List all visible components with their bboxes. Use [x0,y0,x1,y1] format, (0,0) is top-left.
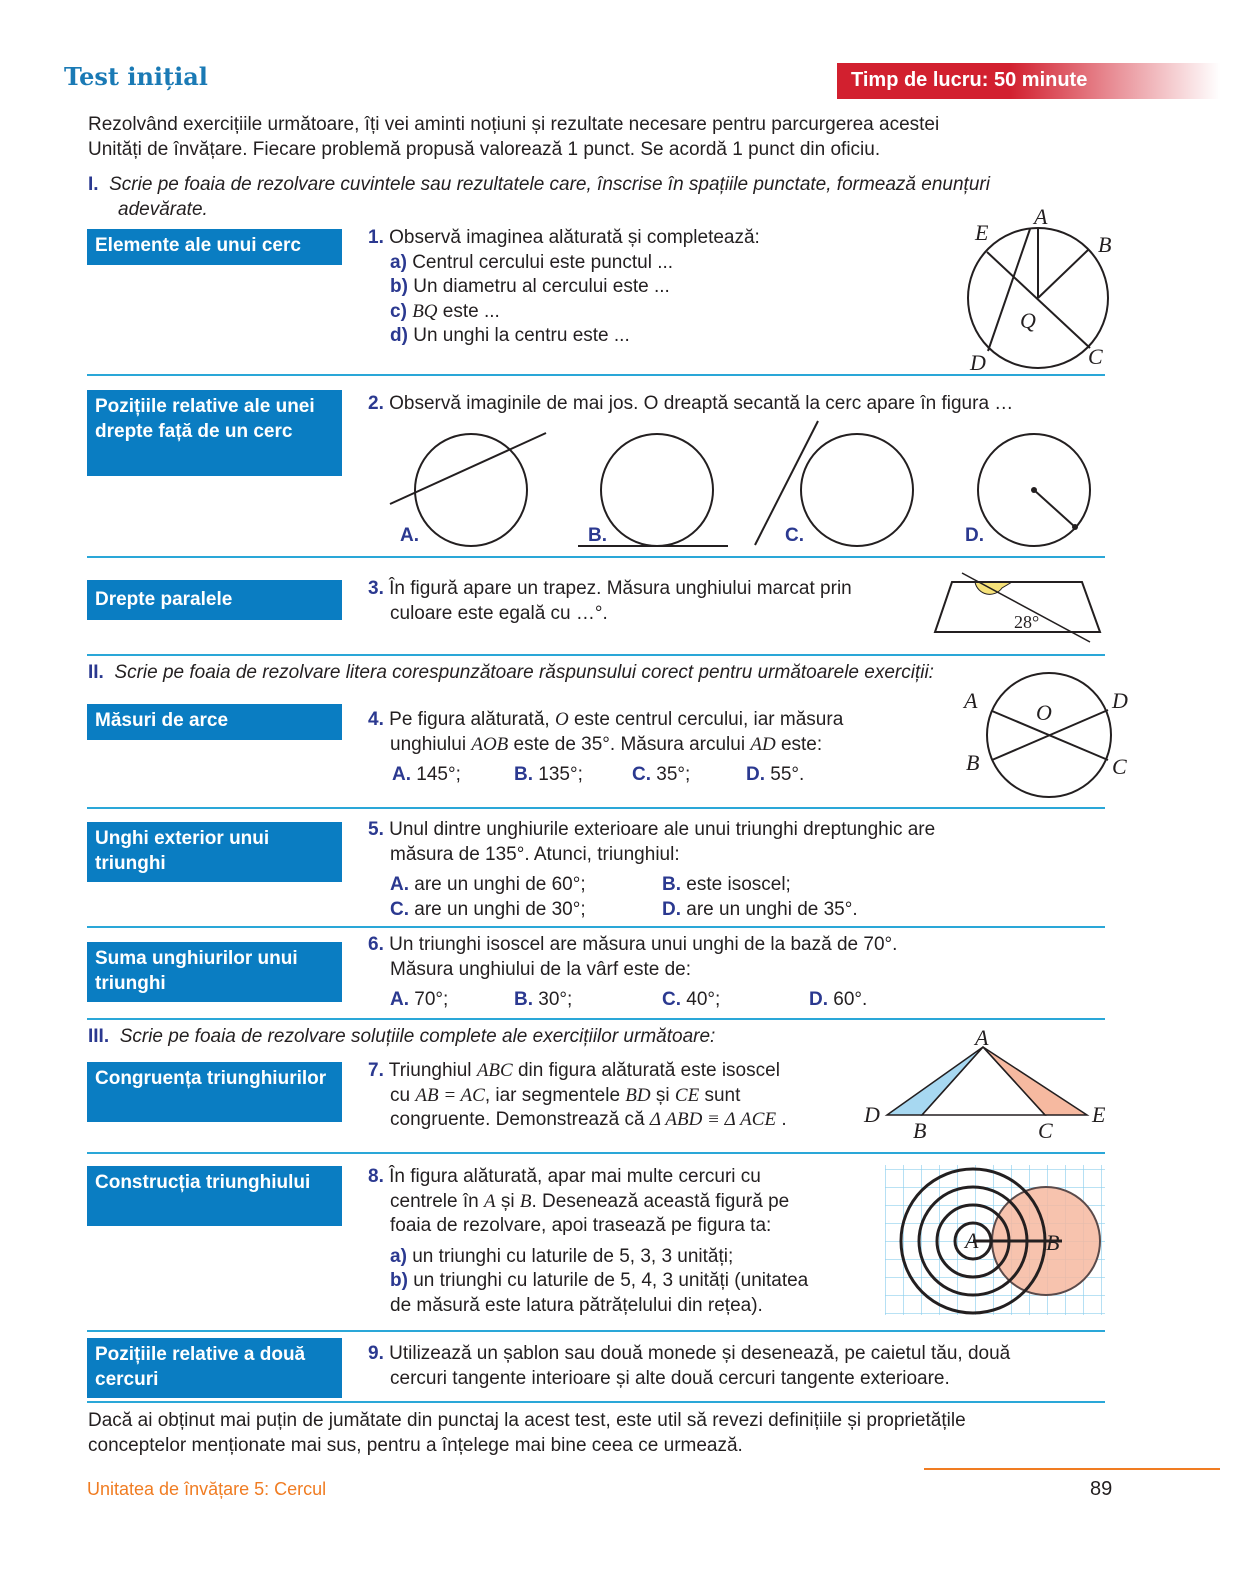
topic-label: Pozițiile relative ale unei drepte față de un cerc [87,390,342,476]
question-number: 2. [368,393,384,414]
item-text: Centrul cercului este punctul ... [412,251,674,273]
text: unghiului [390,733,472,755]
math: BD [625,1084,651,1106]
item-text: un triunghi cu laturile de 5, 3, 3 unități; [412,1245,734,1267]
math: AD [750,733,776,755]
angle-label: 28° [1014,612,1040,632]
text: este: [775,733,823,755]
instruction-text: adevărate. [118,198,208,220]
instruction-text: Scrie pe foaia de rezolvare litera corespunzătoare răspunsului corect pentru următoarele exerciții: [114,662,934,683]
text: este de 35°. Măsura arcului [508,733,751,755]
text: . [776,1109,787,1130]
text: Utilizează un șablon sau două monede și desenează, pe caietul tău, două [389,1343,1011,1364]
text: cu [390,1084,416,1106]
question-number: 9. [368,1343,384,1364]
text: Un triunghi isoscel are măsura unui unghi de la bază de 70°. [389,934,898,955]
answer-option: B. este isoscel; [662,874,791,895]
answer-option: C. 40°; [662,989,721,1010]
math: BQ [412,300,438,322]
item-letter: c) [390,300,407,322]
point-label: B [1046,1230,1060,1255]
point-label: E [1092,1102,1106,1127]
topic-label: Construcția triunghiului [87,1166,342,1226]
point-label: B [1098,232,1112,257]
point-label: Q [1020,308,1036,333]
point-label: O [1036,700,1052,725]
page-title: Test inițial [64,62,208,91]
question-number: 7. [368,1060,384,1081]
question-number: 3. [368,578,384,599]
item-letter: a) [390,251,407,273]
text: cercuri tangente interioare și alte două cercuri tangente exterioare. [390,1367,950,1389]
item-text: un triunghi cu laturile de 5, 4, 3 unități (unitatea [413,1270,809,1291]
answer-option: A. 145°; [392,764,461,785]
question-number: 5. [368,819,384,840]
footer-unit: Unitatea de învățare 5: Cercul [87,1479,327,1499]
text: congruente. Demonstrează că [390,1109,650,1130]
topic-label: Elemente ale unui cerc [87,229,342,265]
instruction-text: Scrie pe foaia de rezolvare cuvintele sau rezultatele care, înscrise în spațiile punctate, formează enunțuri [109,174,990,195]
item-letter: a) [390,1245,407,1267]
text: Triunghiul [388,1060,477,1081]
figure-circle-q4 [987,673,1111,797]
text: și [650,1084,675,1106]
text: conceptelor menționate mai sus, pentru a înțelege mai bine ceea ce urmează. [88,1434,743,1456]
topic-label: Pozițiile relative a două cercuri [87,1338,342,1398]
math: A [484,1190,496,1212]
point-label: A [975,1025,989,1050]
part-number: III. [88,1026,110,1047]
item-letter: b) [390,276,408,297]
text: din figura alăturată este isoscel [512,1060,780,1081]
answer-option: B. 30°; [514,989,573,1010]
figure-option-label: C. [785,525,804,546]
text: Unul dintre unghiurile exterioare ale unui triunghi dreptunghic are [389,819,936,840]
question-number: 4. [368,709,384,730]
question-number: 1. [368,227,384,248]
topic-label: Congruența triunghiurilor [87,1062,342,1122]
text: În figura alăturată, apar mai multe cercuri cu [389,1166,761,1187]
math: O [554,709,569,730]
point-label: A [964,688,978,713]
math: ABC [476,1060,513,1081]
point-label: E [975,220,989,245]
math: AOB [471,733,509,755]
question-text: Observă imaginea alăturată și completează: [389,227,760,248]
topic-label: Unghi exterior unui triunghi [87,822,342,882]
question-text: Observă imaginile de mai jos. O dreaptă secantă la cerc apare în figura … [389,393,1014,414]
point-label: B [913,1118,927,1143]
text: sunt [699,1084,741,1106]
text: Măsura unghiului de la vârf este de: [390,958,692,980]
point-label: D [864,1102,880,1127]
figure-option-label: A. [400,525,419,546]
item-text: de măsură este latura pătrățelului din rețea). [390,1294,763,1316]
answer-option: D. are un unghi de 35°. [662,899,858,920]
math: AB = AC [415,1084,485,1106]
topic-label: Drepte paralele [87,580,342,620]
figure-circle-q1 [968,228,1108,368]
answer-option: D. 55°. [746,764,805,785]
answer-option: A. are un unghi de 60°; [390,874,586,895]
figure-option-label: D. [965,525,984,546]
point-label: C [1112,754,1127,779]
item-letter: d) [390,325,408,346]
point-label: C [1038,1118,1053,1143]
intro-line: Rezolvând exercițiile următoare, îți vei aminti noțiuni și rezultate necesare pentru parcurgerea acestei [88,114,940,135]
time-label: Timp de lucru: 50 minute [851,69,1088,91]
question-number: 8. [368,1166,384,1187]
question-text: În figură apare un trapez. Măsura unghiului marcat prin [389,578,852,599]
text: Pe figura alăturată, [389,709,555,730]
item-text: este ... [437,300,500,322]
text: , iar segmentele [484,1084,626,1106]
text: și [495,1190,520,1212]
point-label: D [970,350,986,375]
point-label: B [966,750,980,775]
answer-option: C. are un unghi de 30°; [390,899,586,920]
answer-option: D. 60°. [809,989,868,1010]
item-text: Un diametru al cercului este ... [413,276,670,297]
text: foaia de rezolvare, apoi trasează pe figura ta: [390,1215,772,1236]
math: CE [674,1084,700,1106]
topic-label: Suma unghiurilor unui triunghi [87,942,342,1002]
instruction-text: Scrie pe foaia de rezolvare soluțiile complete ale exercițiilor următoare: [119,1026,716,1047]
point-label: A [1034,204,1048,229]
math: Δ ABD ≡ Δ ACE [649,1109,777,1130]
item-text: Un unghi la centru este ... [413,325,630,346]
text: este centrul cercului, iar măsura [568,709,844,730]
text: centrele în [390,1190,484,1212]
point-label: C [1088,344,1103,369]
point-label: A [965,1228,979,1253]
item-letter: b) [390,1270,408,1291]
intro-line: Unități de învățare. Fiecare problemă propusă valorează 1 punct. Se acordă 1 punct din oficiu. [88,138,881,160]
text: Dacă ai obținut mai puțin de jumătate din punctaj la acest test, este util să revezi definițiile și proprietățile [88,1410,966,1431]
part-number: I. [88,174,99,195]
text: măsura de 135°. Atunci, triunghiul: [390,843,680,865]
point-label: D [1112,688,1128,713]
text: . Desenează această figură pe [531,1190,790,1212]
math: B [519,1190,532,1212]
question-text: culoare este egală cu …°. [390,602,608,624]
answer-option: A. 70°; [390,989,449,1010]
part-number: II. [88,662,104,683]
answer-option: B. 135°; [514,764,583,785]
figure-line-circle-positions [390,421,1090,546]
question-number: 6. [368,934,384,955]
page-number: 89 [1090,1478,1113,1500]
answer-option: C. 35°; [632,764,691,785]
figure-option-label: B. [588,525,607,546]
topic-label: Măsuri de arce [87,704,342,740]
